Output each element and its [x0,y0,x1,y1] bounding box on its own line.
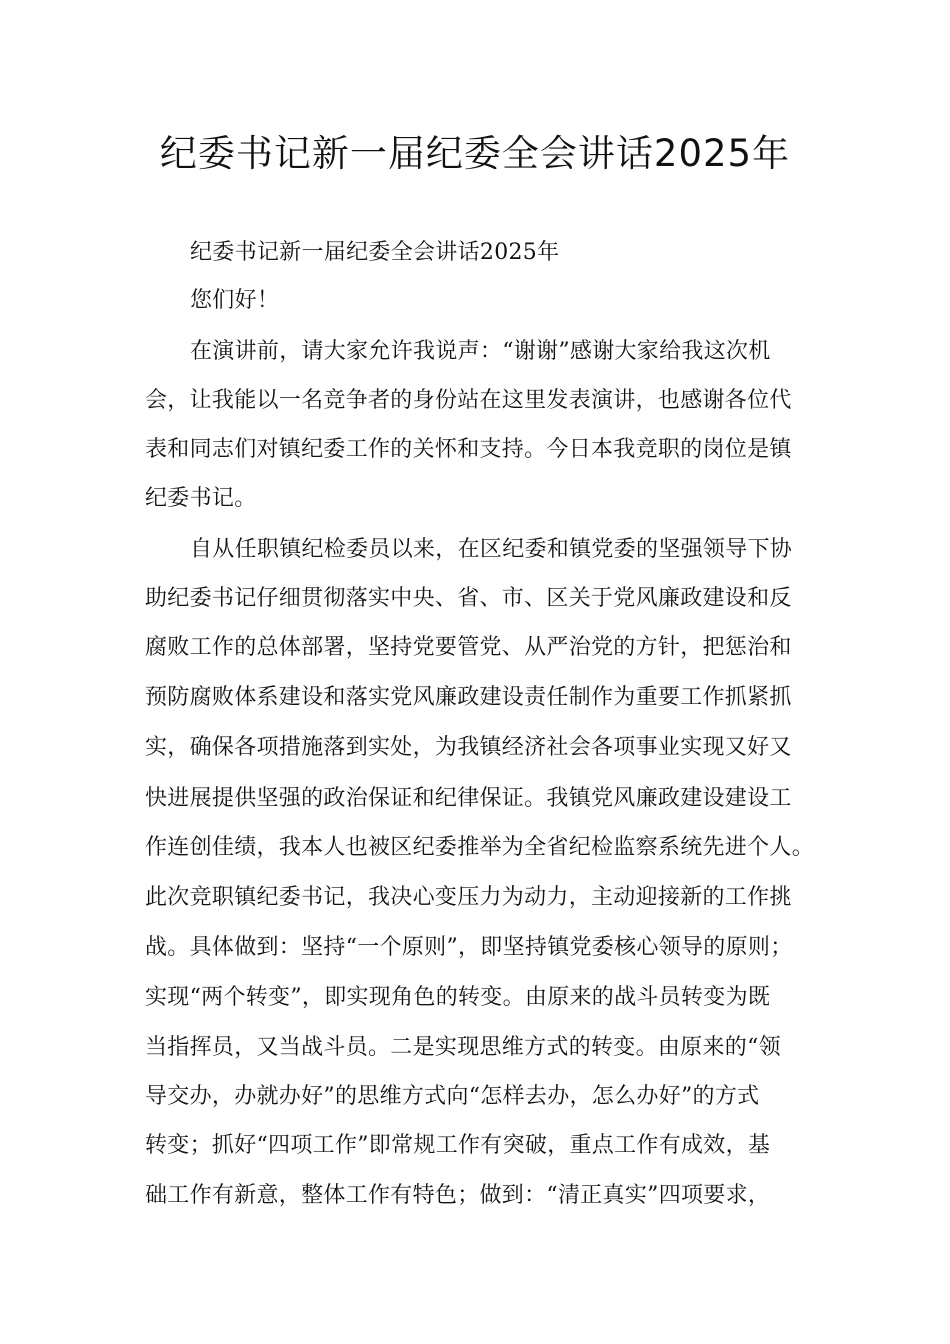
document-title: 纪委书记新一届纪委全会讲话2025年 [159,132,791,175]
text-line: 腐败工作的总体部署，坚持党要管党、从严治党的方针，把惩治和 [145,635,792,660]
text-line: 础工作有新意，整体工作有特色；做到：“清正真实”四项要求， [145,1183,771,1208]
text-line: 导交办，办就办好”的思维方式向“怎样去办，怎么办好”的方式 [145,1084,760,1109]
text-line: 实，确保各项措施落到实处，为我镇经济社会各项事业实现又好又 [145,735,792,760]
text-line: 助纪委书记仔细贯彻落实中央、省、市、区关于党风廉政建设和反 [145,586,792,611]
text-line: 在演讲前，请大家允许我说声：“谢谢”感谢大家给我这次机 [190,339,771,364]
text-line: 快进展提供坚强的政治保证和纪律保证。我镇党风廉政建设建设工 [145,786,792,811]
text-line: 自从任职镇纪检委员以来，在区纪委和镇党委的坚强领导下协 [190,537,793,562]
text-line: 当指挥员，又当战斗员。二是实现思维方式的转变。由原来的“领 [145,1035,781,1060]
text-line: 作连创佳绩，我本人也被区纪委推举为全省纪检监察系统先进个人。 [145,835,815,860]
text-line: 此次竞职镇纪委书记，我决心变压力为动力，主动迎接新的工作挑 [145,885,792,910]
text-line: 表和同志们对镇纪委工作的关怀和支持。今日本我竞职的岗位是镇 [145,437,792,462]
text-line: 战。具体做到：坚持“一个原则”，即坚持镇党委核心领导的原则； [145,935,793,960]
text-line: 预防腐败体系建设和落实党风廉政建设责任制作为重要工作抓紧抓 [145,685,792,710]
text-line: 您们好！ [190,288,280,313]
text-line: 纪委书记新一届纪委全会讲话2025年 [190,240,560,265]
text-line: 实现“两个转变”，即实现角色的转变。由原来的战斗员转变为既 [145,985,771,1010]
text-line: 纪委书记。 [145,486,257,511]
text-line: 转变；抓好“四项工作”即常规工作有突破，重点工作有成效，基 [145,1133,771,1158]
text-line: 会，让我能以一名竞争者的身份站在这里发表演讲，也感谢各位代 [145,388,792,413]
